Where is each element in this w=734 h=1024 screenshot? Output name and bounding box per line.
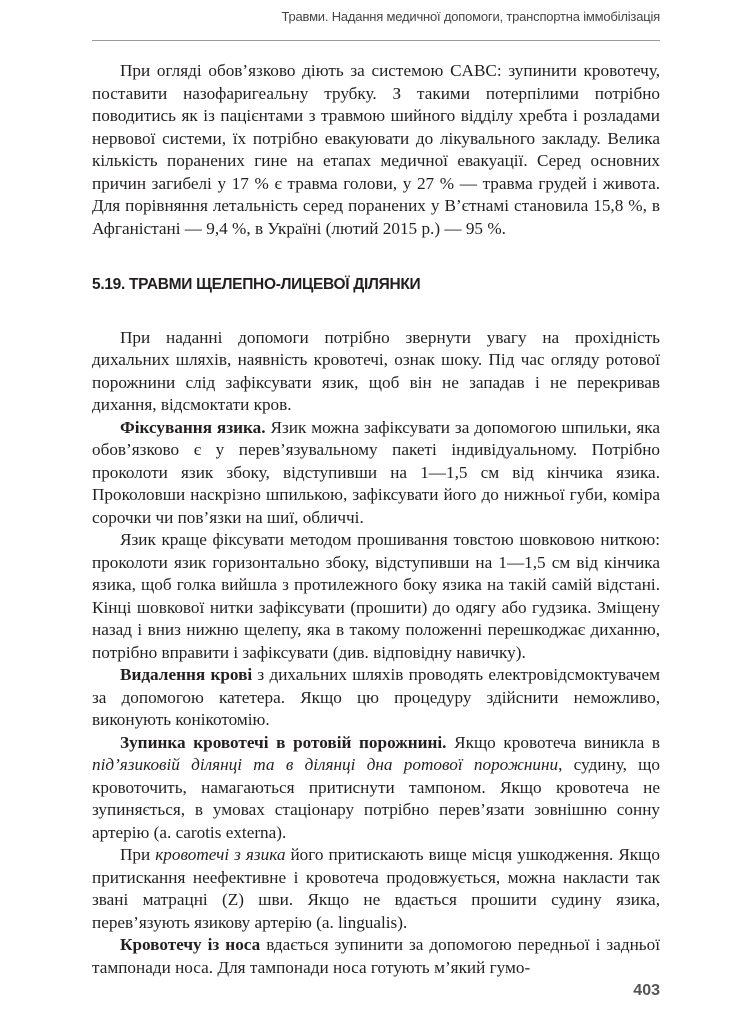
paragraph-text: , судину, що кровоточить, намагаються притиснути тампоном. Якщо кровотеча не зупиняється, в умовах стаціонару потрібно перев’язати зовнішню сонну артерію (a. carotis externa). [92,755,661,842]
paragraph-tongue-suture: Язик краще фіксувати методом прошивання товстою шовковою ниткою: проколоти язик горизонтально збоку, відступивши на 1—1,5 см від кінчика язика, щоб голка вийшла з протилежного боку язика на такій самій відстані. Кінці шовкової нитки зафіксувати (прошити) до одягу або гудзика. Зміщену назад і вниз нижню щелепу, яка в такому положенні перешкоджає диханню, потрібно вправити і зафіксувати (див. відповідну навичку). [92,530,660,662]
paragraph-text: з дихальних шляхів проводять електровідсмоктувачем за допомогою катетера. Якщо цю процедуру здійснити неможливо, виконують конікотомію. [92,665,660,729]
paragraph-oral-bleeding [92,732,660,845]
paragraph-tongue-fixation [92,417,660,530]
paragraph-cabc: При огляді обов’язково діють за системою CABC: зупинити кровотечу, поставити назофаригеальну трубку. З такими потерпілими потрібно поводитись як із пацієнтами з травмою шийного відділу хребта і розладами нервової системи, їх потрібно евакуювати до лікувального закладу. Велика кількість поранених гине на етапах медичної евакуації. Серед основних причин загибелі у 17 % є травма голови, у 27 % — травма грудей і живота. Для порівняння летальність серед поранених у В’єтнамі становила 15,8 %, в Афганістані — 9,4 %, в Україні (лютий 2015 р.) — 95 %. [92,61,660,238]
paragraph-intro: При наданні допомоги потрібно звернути увагу на прохідність дихальних шляхів, наявність кровотечі, ознак шоку. Під час огляду ротової порожнини слід зафіксувати язик, щоб він не западав і не перекривав дихання, відсмоктати кров. [92,327,660,414]
paragraph-text: Якщо кровотеча виникла в [446,732,660,752]
italic-emphasis: під’язиковій ділянці та в ділянці дна ротової порожнини [92,755,559,774]
paragraph-text: його притискають вище місця ушкодження. Якщо притискання неефективне і кровотеча продовжується, можна накласти так звані матрацні (Z) шви. Якщо не вдається прошити судину язика, перев’язують язикову артерію (a. lingualis). [92,845,660,932]
running-head: Травми. Надання медичної допомоги, транспортна іммобілізація [281,9,660,24]
term-blood-removal: Видалення крові [120,665,253,684]
paragraph-text: При [120,845,156,864]
term-tongue-fixation: Фіксування язика. [120,417,266,437]
section-heading: 5.19. ТРАВМИ ЩЕЛЕПНО-ЛИЦЕВОЇ ДІЛЯНКИ [92,276,421,293]
header-divider [92,40,660,41]
paragraph-tongue-bleeding [92,844,660,934]
term-nose-bleeding: Кровотечу із носа [120,935,261,954]
term-oral-bleeding: Зупинка кровотечі в ротовій порожнині. [120,732,447,752]
paragraph-nose-bleeding [92,934,660,979]
paragraph-text: вдається зупинити за допомогою передньої і задньої тампонади носа. Для тампонади носа готують м’який гумо- [92,935,660,977]
italic-emphasis: кровотечі з язика [155,845,286,864]
paragraph-text: Язик можна зафіксувати за допомогою шпильки, яка обов’язково є у перев’язувальному пакеті індивідуальному. Потрібно проколоти язик збоку, відступивши на 1—1,5 см від кінчика язика. Проколовши наскрізно шпилькою, зафіксувати його до нижньої губи, коміра сорочки чи пов’язки на шиї, обличчі. [92,417,660,527]
paragraph-blood-removal [92,664,660,732]
page-number: 403 [633,982,660,999]
page-body [92,60,660,979]
